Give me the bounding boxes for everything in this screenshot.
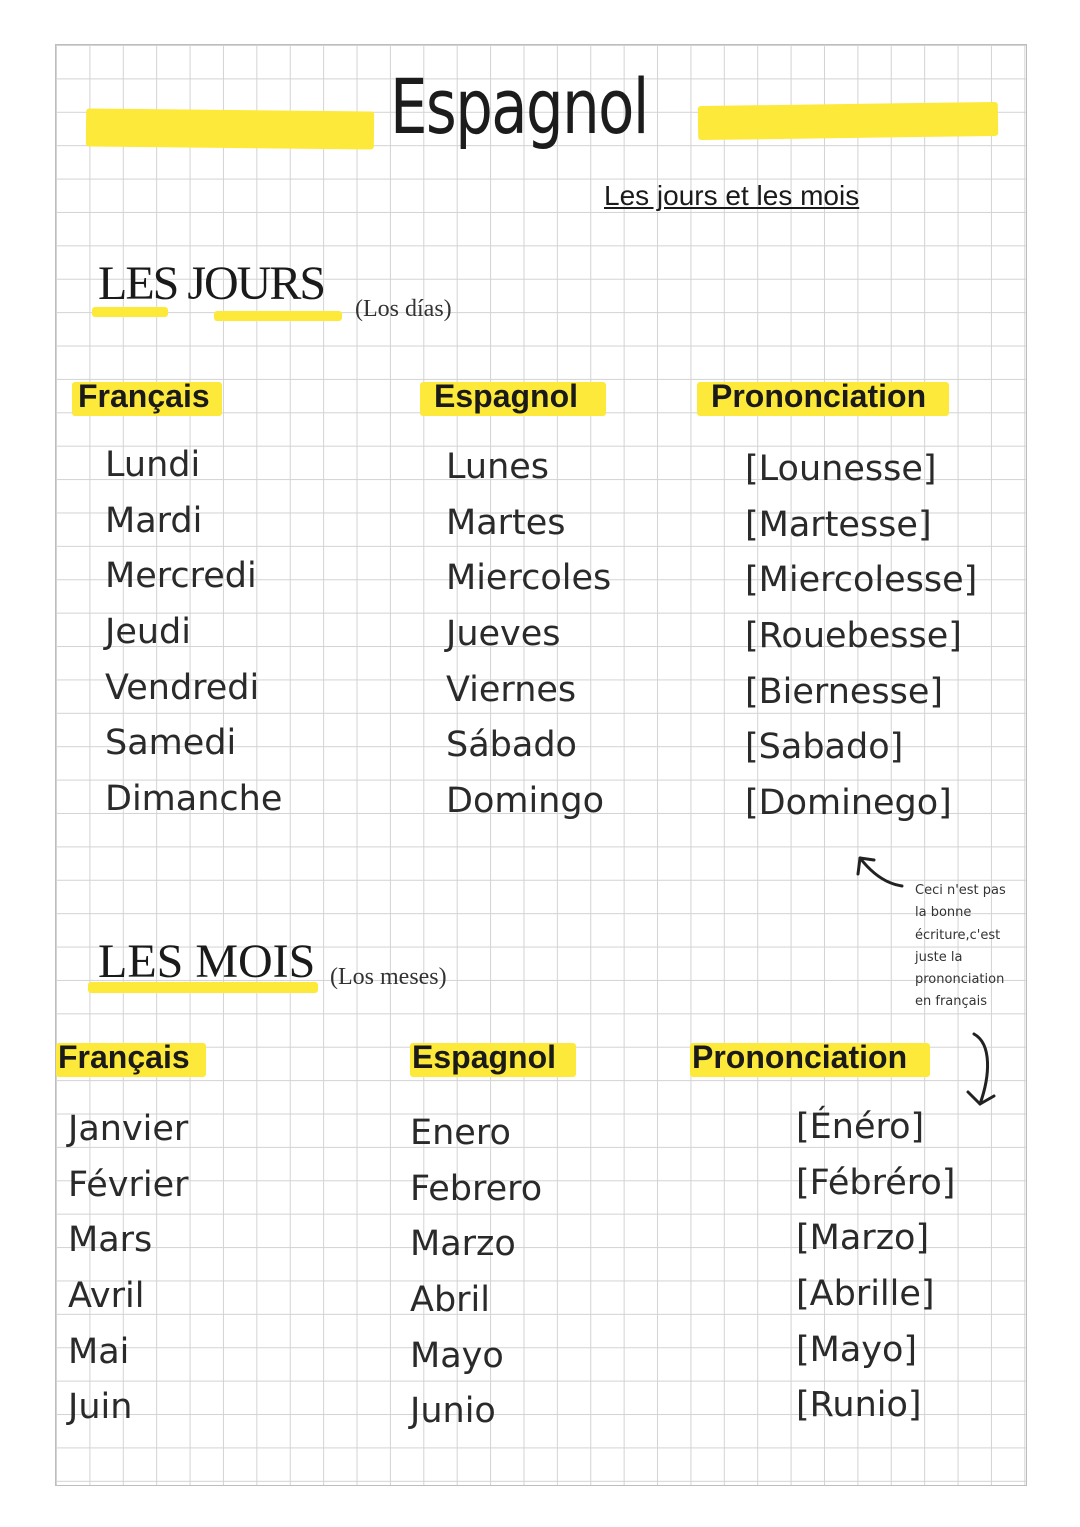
side-note-line: la bonne xyxy=(915,905,972,921)
months-french-list xyxy=(68,1102,189,1436)
list-item: [Miercolesse] xyxy=(745,560,978,601)
days-header-pronunciation: Prononciation xyxy=(711,378,927,414)
days-header-spanish: Espagnol xyxy=(434,378,579,414)
list-item: Mai xyxy=(68,1331,130,1372)
months-heading-note: (Los meses) xyxy=(330,964,447,990)
list-item: Mardi xyxy=(105,500,203,541)
page-title: Espagnol xyxy=(390,62,648,151)
list-item: [Fébréro] xyxy=(796,1162,956,1203)
side-note-line: en français xyxy=(915,994,987,1010)
list-item: Febrero xyxy=(410,1168,543,1209)
list-item: [Biernesse] xyxy=(745,671,944,712)
months-heading: LES MOIS xyxy=(98,935,316,988)
list-item: [Runio] xyxy=(796,1385,922,1426)
days-spanish-list xyxy=(446,440,611,830)
list-item: [Lounesse] xyxy=(745,449,937,489)
side-note-line: Ceci n'est pas xyxy=(915,883,1006,898)
days-heading-note: (Los días) xyxy=(355,296,452,322)
days-heading-underline-2 xyxy=(214,311,342,321)
list-item: Février xyxy=(68,1164,189,1205)
list-item: Juin xyxy=(68,1387,133,1428)
list-item: Marzo xyxy=(410,1224,516,1265)
list-item: Jueves xyxy=(446,614,561,655)
list-item: Jeudi xyxy=(105,612,191,653)
list-item: Dimanche xyxy=(105,779,283,820)
page-subtitle: Les jours et les mois xyxy=(604,180,860,211)
list-item: Janvier xyxy=(68,1109,189,1149)
months-header-pronunciation: Prononciation xyxy=(692,1039,908,1075)
list-item: Mars xyxy=(68,1220,153,1261)
list-item: Mayo xyxy=(410,1335,504,1376)
list-item: Vendredi xyxy=(105,667,260,708)
list-item: [Marzo] xyxy=(796,1218,930,1259)
months-pronunciation-list xyxy=(796,1100,955,1434)
list-item: Miercoles xyxy=(446,558,612,599)
side-note-line: prononciation xyxy=(915,972,1005,988)
list-item: Mercredi xyxy=(105,556,257,597)
title-highlight-right xyxy=(698,102,998,140)
list-item: Samedi xyxy=(105,723,237,764)
list-item: Enero xyxy=(410,1113,511,1153)
list-item: Avril xyxy=(68,1276,145,1317)
list-item: Junio xyxy=(410,1391,496,1432)
days-french-list xyxy=(105,438,282,828)
list-item: [Sabado] xyxy=(745,727,904,768)
list-item: Viernes xyxy=(446,669,577,710)
side-note xyxy=(915,880,1025,1014)
list-item: Sábado xyxy=(446,725,577,766)
side-note-line: écriture,c'est xyxy=(915,927,1001,943)
months-spanish-list xyxy=(410,1106,542,1440)
list-item: [Énéro] xyxy=(796,1107,925,1147)
days-header-french: Français xyxy=(78,378,210,414)
arrow-up-left-icon xyxy=(848,846,908,892)
days-pronunciation-list xyxy=(745,442,977,832)
list-item: [Rouebesse] xyxy=(745,616,962,657)
arrow-down-icon xyxy=(962,1030,1002,1112)
list-item: Lunes xyxy=(446,447,550,487)
days-heading: LES JOURS xyxy=(98,257,325,310)
list-item: [Mayo] xyxy=(796,1329,918,1370)
title-highlight-left xyxy=(86,108,374,149)
list-item: [Martesse] xyxy=(745,504,932,545)
side-note-line: juste la xyxy=(915,949,963,965)
list-item: [Abrille] xyxy=(796,1274,935,1315)
list-item: Domingo xyxy=(446,781,604,822)
list-item: Lundi xyxy=(105,445,201,485)
list-item: Martes xyxy=(446,502,566,543)
months-header-french: Français xyxy=(58,1039,190,1075)
months-header-spanish: Espagnol xyxy=(412,1039,557,1075)
list-item: [Dominego] xyxy=(745,783,952,824)
list-item: Abril xyxy=(410,1280,490,1321)
